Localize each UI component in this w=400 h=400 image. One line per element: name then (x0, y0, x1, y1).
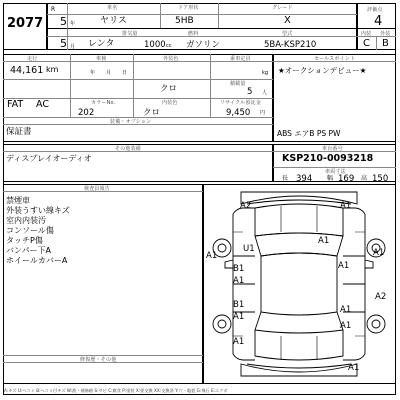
inspection-month: 月 (106, 70, 112, 76)
color-label: 外装色 (163, 56, 179, 62)
exterior-label: 外装 (380, 31, 391, 37)
length-prefix: 長 (282, 175, 289, 182)
car-name: ヤリス (100, 16, 127, 26)
damage-mark: A1 (348, 363, 360, 373)
equipment-label: 装備・オプション (110, 119, 152, 125)
grade: X (284, 15, 291, 26)
size-label: 車両寸法 (325, 169, 346, 175)
doors: 5HB (175, 16, 194, 26)
damage-mark: A1 (373, 248, 385, 258)
damage-mark: B1 (233, 264, 245, 274)
year-era: R (51, 6, 56, 13)
recycle-label: リサイクル預託金 (220, 100, 261, 106)
sales-point: ★オークションデビュー★ (278, 66, 367, 75)
trim-color-label: 内装色 (162, 100, 178, 106)
displacement-unit: cc (166, 43, 172, 49)
damage-mark: A2 (375, 292, 387, 302)
load-label: 積載量 (230, 81, 246, 87)
damage-mark: A1 (233, 312, 245, 322)
damage-mark: B1 (233, 300, 245, 310)
length: 394 (296, 174, 313, 184)
transmission: FAT (7, 99, 24, 110)
year-unit: 年 (70, 21, 76, 27)
damage-mark: A2 (240, 201, 252, 211)
lot-number: 2077 (7, 16, 44, 31)
note-item: バンパー下A (6, 246, 51, 255)
equipment: ABS エアB PS PW (277, 129, 341, 138)
capacity-label: 乗車定員 (230, 56, 251, 62)
exterior-grade: B (382, 38, 389, 49)
note-item: ホイールカバーA (6, 256, 68, 265)
fuel-label: 燃料 (188, 31, 199, 37)
month-unit: 月 (70, 44, 76, 50)
aircon: AC (36, 99, 49, 110)
month: 5 (60, 37, 67, 50)
capacity-unit: 人 (262, 90, 268, 96)
score: 4 (374, 14, 383, 29)
mileage: 44,161 (10, 65, 44, 76)
damage-mark: A1 (340, 321, 352, 331)
damage-mark: U1 (243, 244, 255, 254)
chassis-number: KSP210-0093218 (282, 153, 374, 164)
damage-mark: A1 (340, 201, 352, 211)
width-prefix: 幅 (327, 175, 334, 182)
grade-label: グレード (272, 5, 293, 11)
fuel: ガソリン (186, 40, 221, 50)
warranty: 保証書 (6, 127, 32, 137)
trim-color: クロ (143, 108, 161, 118)
model-code: 5BA-KSP210 (264, 40, 317, 50)
year: 5 (60, 15, 67, 28)
color-no-label: カラーNo. (91, 100, 116, 106)
notes-bottom-label: 修復歴・その他 (80, 357, 117, 363)
model-label: 型式 (282, 31, 293, 37)
note-item: コンソール傷 (6, 226, 54, 235)
notes-title: 検査員報告 (84, 186, 111, 192)
sales-point-label: セールスポイント (314, 56, 356, 62)
damage-mark: A1 (338, 261, 350, 271)
recycle-unit: 円 (260, 110, 266, 116)
score-label: 評価点 (367, 7, 383, 13)
damage-mark: A1 (206, 251, 218, 261)
doors-label: ドア形状 (178, 5, 199, 11)
other-equipment: ディスプレイオーディオ (6, 154, 92, 163)
height-prefix: 高 (361, 175, 368, 182)
inspection-day: 日 (122, 70, 128, 76)
damage-legend: A:キズ U:ヘコミ B:ヘコミ付キズ W:波・補修跡 S:サビ C:腐食 P:塗装 X:要交換 XX:交換済 Y:穴・亀裂 G:飛石 E:エクボ (4, 388, 228, 393)
note-item: 禁煙車 (6, 196, 30, 205)
recycle-amount: 9,450 (226, 108, 251, 118)
vehicle-type: レンタ (88, 39, 115, 49)
car-diagram (203, 184, 396, 384)
car-name-label: 車名 (107, 5, 118, 11)
displacement: 1000 (144, 40, 166, 50)
height: 150 (372, 174, 389, 184)
damage-mark: A1 (340, 305, 352, 315)
inspection-year: 年 (90, 70, 96, 76)
note-item: 外装うすい線キズ (6, 206, 70, 215)
interior-grade: C (363, 38, 370, 49)
note-item: 室内内装汚 (6, 216, 46, 225)
mileage-unit: km (46, 65, 59, 74)
displacement-label: 排気量 (122, 31, 138, 37)
damage-mark: A1 (318, 236, 330, 246)
damage-mark: A1 (233, 337, 245, 347)
damage-mark: A1 (233, 276, 245, 286)
note-item: タッチP傷 (6, 236, 43, 245)
capacity: 5 (247, 87, 253, 97)
chassis-label: 車台番号 (322, 146, 343, 152)
other-label: その他装備 (115, 146, 142, 152)
color: クロ (160, 84, 178, 94)
interior-label: 内装 (361, 31, 372, 37)
mileage-label: 走行 (27, 56, 38, 62)
load-unit: kg (262, 70, 269, 76)
color-no: 202 (78, 108, 95, 118)
inspection-label: 車検 (96, 56, 107, 62)
width: 169 (338, 174, 355, 184)
